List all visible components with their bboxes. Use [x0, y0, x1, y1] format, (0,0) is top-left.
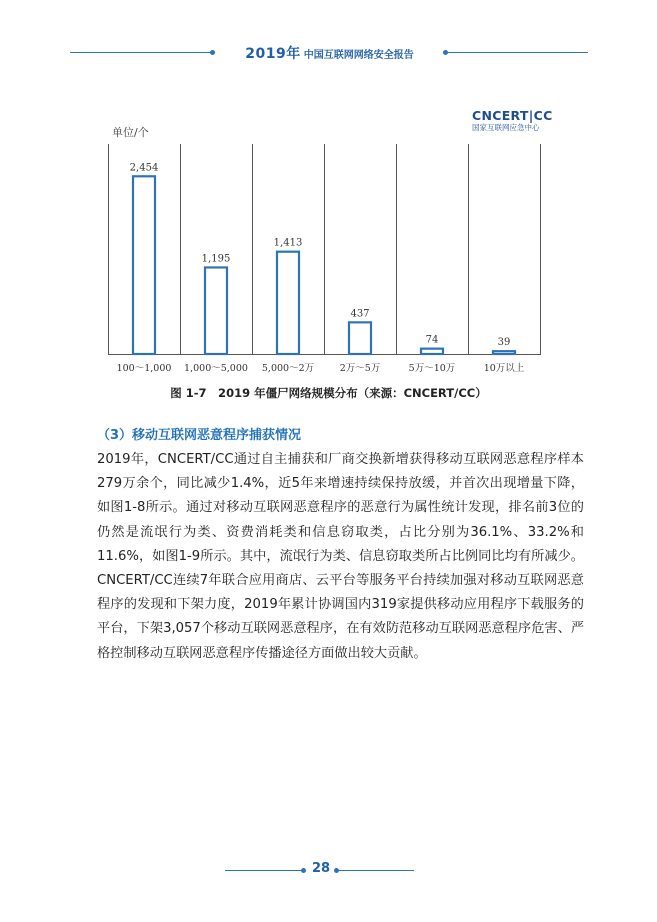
botnet-size-bar-chart — [108, 140, 543, 376]
x-tick-label: 5,000～2万 — [261, 363, 315, 374]
footer-rule-left — [225, 870, 303, 871]
header-title — [222, 43, 437, 63]
figure-caption: 图 1-7 2019 年僵尸网络规模分布（来源：CNCERT/CC） — [170, 386, 487, 400]
data-label: 39 — [497, 337, 511, 349]
logo-name: CNCERT|CC — [472, 108, 553, 123]
data-label: 1,195 — [201, 253, 231, 265]
logo-subtitle: 国家互联网应急中心 — [472, 123, 540, 132]
footer-dot-left — [301, 868, 306, 873]
section-heading: （3）移动互联网恶意程序捕获情况 — [97, 428, 302, 443]
data-label: 437 — [350, 308, 370, 320]
cncert-logo — [472, 109, 572, 133]
header-rule-left — [70, 52, 212, 53]
bar — [205, 267, 227, 354]
data-label: 1,413 — [273, 237, 303, 249]
bar — [493, 351, 515, 354]
bar — [349, 322, 371, 354]
page-header — [0, 40, 657, 64]
data-label: 74 — [425, 334, 439, 346]
x-tick-label: 1,000～5,000 — [184, 363, 248, 374]
data-label: 2,454 — [129, 162, 159, 174]
footer-rule-right — [336, 870, 414, 871]
chart-unit-label: 单位/个 — [112, 126, 149, 139]
header-rule-right — [446, 52, 588, 53]
header-year: 2019年 — [245, 46, 301, 62]
header-dot-left — [210, 50, 215, 55]
bar — [133, 176, 155, 354]
bar — [421, 349, 443, 354]
x-tick-label: 2万～5万 — [339, 363, 381, 374]
x-tick-label: 100～1,000 — [116, 363, 172, 374]
page-number: 28 — [311, 861, 331, 876]
page-footer — [0, 860, 657, 880]
x-tick-label: 5万～10万 — [408, 363, 456, 374]
body-paragraph: 2019年，CNCERT/CC通过自主捕获和厂商交换新增获得移动互联网恶意程序样本279万余个，同比减少1.4%，近5年来增速持续保持放缓，并首次出现增量下降，如图1-8所示。通过对移动互联网恶意程序的恶意行为属性统计发现，排名前3位的仍然是流氓行为类、资费消耗类和信息窃取类，占比分别为36.1%、33.2%和11.6%，如图1-9所示。其中，流氓行为类、信息窃取类所占比例同比均有所减少。CNCERT/CC连续7年联合应用商店、云平台等服务平台持续加强对移动互联网恶意程序的发现和下架力度，2019年累计协调国内319家提供移动应用程序下载服务的平台，下架3,057个移动互联网恶意程序，在有效防范移动互联网恶意程序危害、严格控制移动互联网恶意程序传播途径方面做出较大贡献。 — [97, 452, 584, 661]
bar — [277, 252, 299, 354]
x-tick-label: 10万以上 — [483, 363, 525, 374]
header-subtitle: 中国互联网网络安全报告 — [303, 50, 414, 61]
